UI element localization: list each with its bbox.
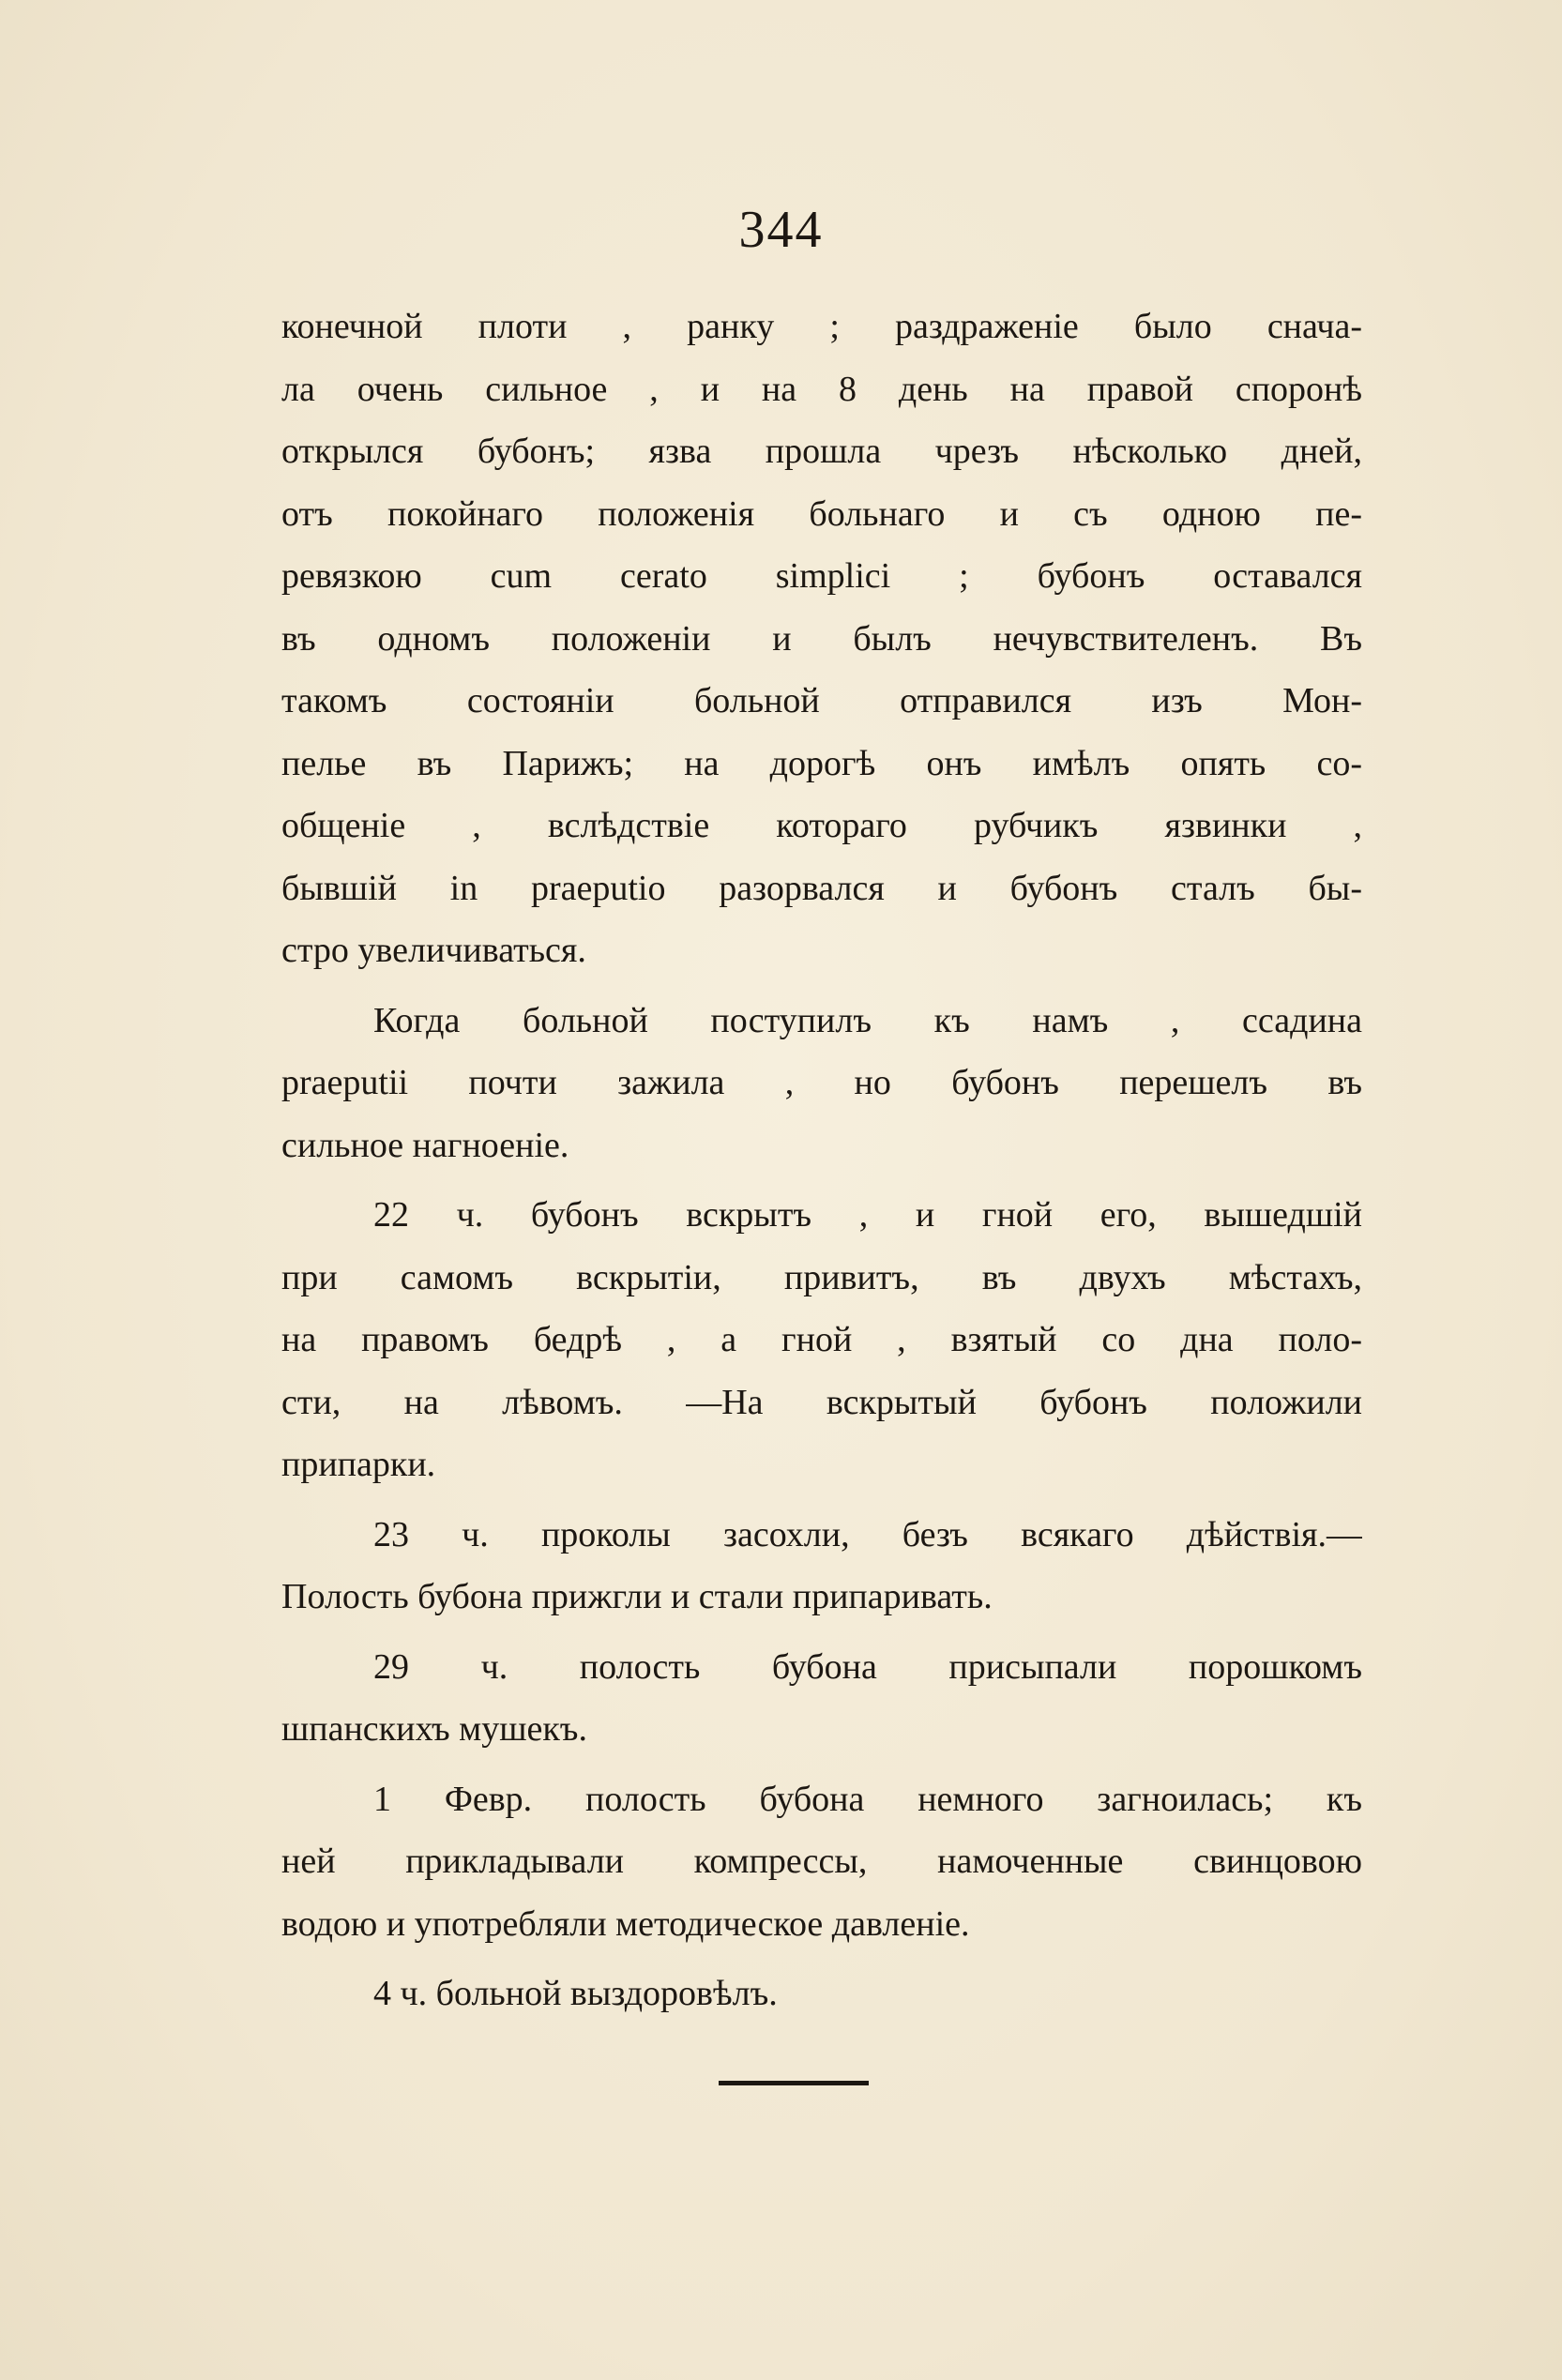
text-line: сильное нагноеніе. xyxy=(281,1125,569,1165)
text-line: praeputii почти зажила , но бубонъ перешелъ въ xyxy=(281,1063,1362,1102)
text-line: 4 ч. больной выздоровѣлъ. xyxy=(373,1974,778,2013)
text-line: отъ покойнаго положенія больнаго и съ одною пе- xyxy=(281,493,1362,534)
text-line: ревязкою cum cerato simplici ; бубонъ оставался xyxy=(281,556,1362,596)
text-line: такомъ состояніи больной отправился изъ Мон- xyxy=(281,681,1362,720)
text-line: стро увеличиваться. xyxy=(281,931,586,970)
paragraph xyxy=(281,1768,1362,1956)
paragraph xyxy=(281,990,1362,1177)
text-line: на правомъ бедрѣ , а гной , взятый со дна поло- xyxy=(281,1320,1362,1359)
paragraph xyxy=(281,1184,1362,1496)
paragraph xyxy=(281,1963,1362,2025)
paragraph xyxy=(281,1504,1362,1629)
text-line: 22 ч. бубонъ вскрытъ , и гной его, вышедшій xyxy=(373,1195,1362,1235)
text-line: 1 Февр. полость бубона немного загноилась; къ xyxy=(373,1779,1362,1819)
text-line: при самомъ вскрытіи, привитъ, въ двухъ мѣстахъ, xyxy=(281,1257,1362,1297)
text-line: Когда больной поступилъ къ намъ , ссадина xyxy=(373,1000,1362,1040)
text-line: общеніе , вслѣдствіе котораго рубчикъ язвинки , xyxy=(281,806,1362,845)
text-line: открылся бубонъ; язва прошла чрезъ нѣсколько дней, xyxy=(281,432,1362,471)
paragraph xyxy=(281,1636,1362,1761)
text-line: пелье въ Парижъ; на дорогѣ онъ имѣлъ опять со- xyxy=(281,743,1362,783)
paragraph xyxy=(281,296,1362,982)
body-text xyxy=(281,296,1362,2033)
text-line: бывшій in praeputio разорвался и бубонъ сталъ бы- xyxy=(281,868,1362,908)
text-line: припарки. xyxy=(281,1445,436,1484)
text-line: сти, на лѣвомъ. —На вскрытый бубонъ положили xyxy=(281,1382,1362,1422)
page-number: 344 xyxy=(738,201,824,259)
text-line: водою и употребляли методическое давленіе. xyxy=(281,1903,970,1944)
text-line: 23 ч. проколы засохли, безъ всякаго дѣйствія.— xyxy=(373,1514,1362,1554)
text-line: шпанскихъ мушекъ. xyxy=(281,1709,587,1749)
text-line: 29 ч. полость бубона присыпали порошкомъ xyxy=(373,1646,1362,1687)
end-rule xyxy=(719,2081,869,2085)
text-line: конечной плоти , ранку ; раздраженіе было снача- xyxy=(281,307,1362,346)
text-line: ней прикладывали компрессы, намоченные свинцовою xyxy=(281,1842,1362,1881)
text-line: Полость бубона прижгли и стали припаривать. xyxy=(281,1577,993,1616)
text-line: въ одномъ положеніи и былъ нечувствителенъ. Въ xyxy=(281,618,1362,659)
text-line: ла очень сильное , и на 8 день на правой споронѣ xyxy=(281,369,1362,409)
